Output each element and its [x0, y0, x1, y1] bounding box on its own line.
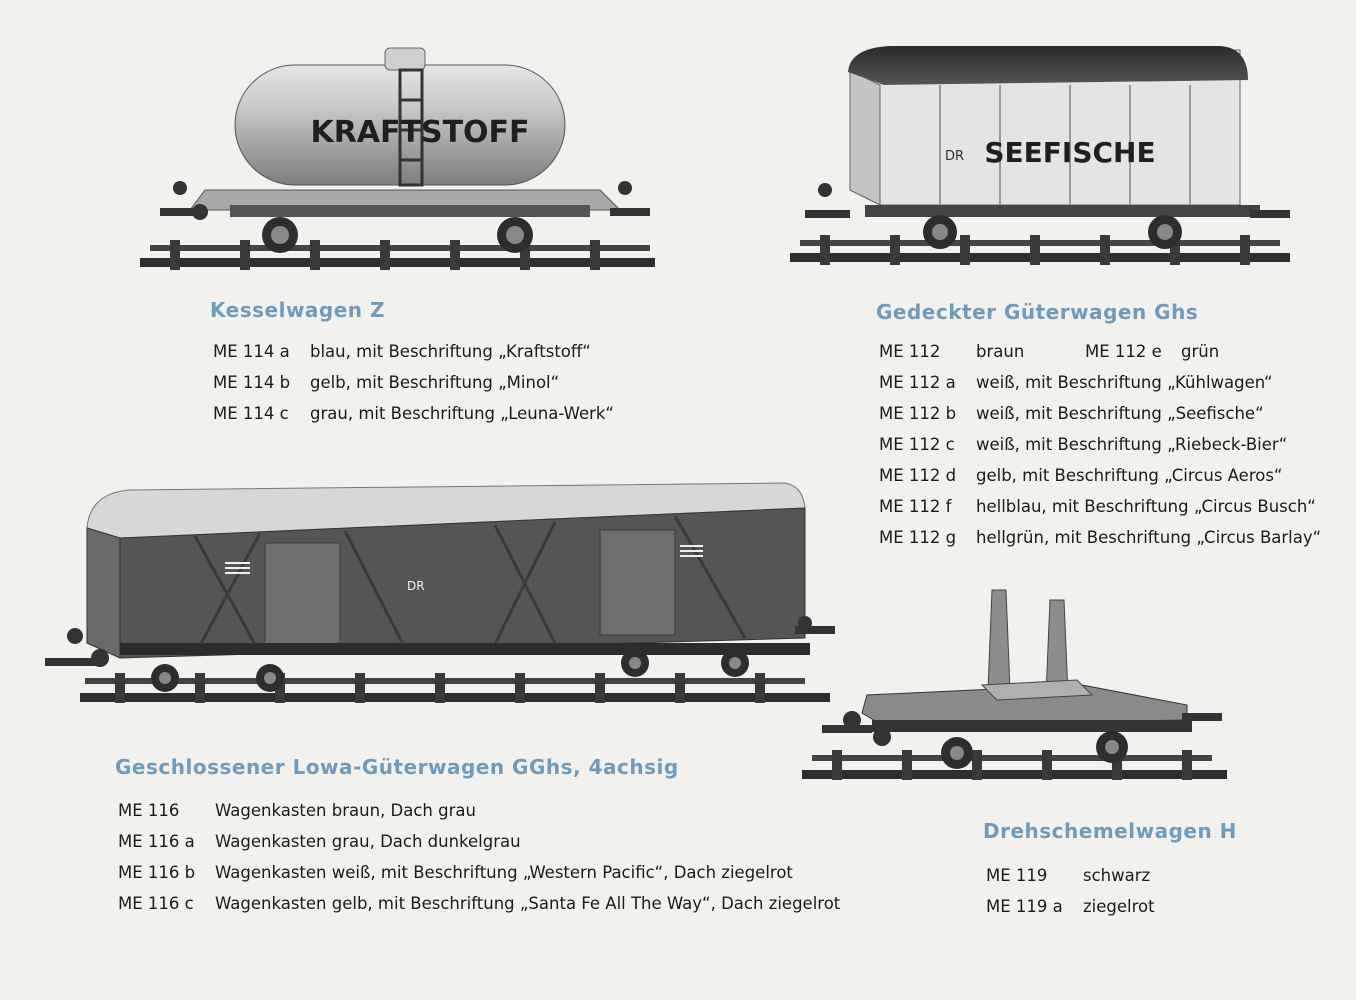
list-item — [879, 435, 1339, 466]
item-code: ME 119 — [986, 866, 1048, 885]
item-code: ME 119 a — [986, 897, 1063, 916]
item-desc: gelb, mit Beschriftung „Circus Aeros“ — [976, 466, 1283, 485]
item-desc: schwarz — [1083, 866, 1151, 885]
item-code: ME 116 c — [118, 894, 194, 913]
list-item — [879, 497, 1339, 528]
item-code: ME 112 f — [879, 497, 952, 516]
lowa-list — [118, 801, 878, 925]
item-desc: grün — [1181, 342, 1220, 361]
item-desc: gelb, mit Beschriftung „Minol“ — [310, 373, 560, 392]
item-code: ME 112 d — [879, 466, 957, 485]
item-code: ME 112 e — [1085, 342, 1162, 361]
item-code: ME 114 b — [213, 373, 291, 392]
item-desc: weiß, mit Beschriftung „Seefische“ — [976, 404, 1264, 423]
item-desc: Wagenkasten grau, Dach dunkelgrau — [215, 832, 521, 851]
list-item — [879, 404, 1339, 435]
item-code: ME 112 g — [879, 528, 957, 547]
item-code: ME 116 — [118, 801, 180, 820]
list-item — [986, 866, 1286, 897]
item-desc: hellblau, mit Beschriftung „Circus Busch“ — [976, 497, 1316, 516]
list-item — [118, 801, 878, 832]
lowa-title: Geschlossener Lowa-Güterwagen GGhs, 4achsig — [115, 755, 679, 779]
covered-wagon-marking: DR — [945, 149, 965, 164]
kesselwagen-list — [213, 342, 633, 435]
tank-lettering: KRAFTSTOFF — [310, 115, 530, 150]
list-item — [213, 342, 633, 373]
item-code: ME 114 a — [213, 342, 290, 361]
tank-wagon-image — [130, 40, 660, 285]
list-item — [213, 373, 633, 404]
lowa-wagon-marking: DR — [407, 579, 425, 593]
gedeckter-title: Gedeckter Güterwagen Ghs — [876, 300, 1199, 324]
item-desc: Wagenkasten braun, Dach grau — [215, 801, 476, 820]
list-item — [879, 528, 1339, 559]
bolster-wagon-image — [792, 585, 1227, 810]
item-desc: Wagenkasten gelb, mit Beschriftung „Santa Fe All The Way“, Dach ziegelrot — [215, 894, 841, 913]
item-code: ME 116 a — [118, 832, 195, 851]
covered-wagon-image — [780, 40, 1295, 275]
list-item — [879, 342, 1339, 373]
item-desc: weiß, mit Beschriftung „Riebeck-Bier“ — [976, 435, 1288, 454]
list-item — [118, 894, 878, 925]
item-desc: blau, mit Beschriftung „Kraftstoff“ — [310, 342, 591, 361]
item-code: ME 112 a — [879, 373, 956, 392]
list-item — [118, 832, 878, 863]
item-desc: braun — [976, 342, 1025, 361]
item-code: ME 112 — [879, 342, 941, 361]
list-item — [986, 897, 1286, 928]
item-code: ME 112 b — [879, 404, 957, 423]
kesselwagen-title: Kesselwagen Z — [210, 298, 385, 322]
list-item — [213, 404, 633, 435]
item-code: ME 116 b — [118, 863, 196, 882]
list-item — [118, 863, 878, 894]
item-desc: hellgrün, mit Beschriftung „Circus Barlay“ — [976, 528, 1322, 547]
list-item — [879, 466, 1339, 497]
lowa-wagon-image — [25, 468, 840, 723]
item-desc: Wagenkasten weiß, mit Beschriftung „Western Pacific“, Dach ziegelrot — [215, 863, 793, 882]
item-desc: weiß, mit Beschriftung „Kühlwagen“ — [976, 373, 1273, 392]
covered-wagon-lettering: SEEFISCHE — [984, 136, 1156, 169]
item-code: ME 112 c — [879, 435, 955, 454]
list-item — [879, 373, 1339, 404]
item-desc: ziegelrot — [1083, 897, 1155, 916]
gedeckter-list — [879, 342, 1339, 559]
item-desc: grau, mit Beschriftung „Leuna-Werk“ — [310, 404, 614, 423]
item-code: ME 114 c — [213, 404, 289, 423]
drehschemel-title: Drehschemelwagen H — [983, 819, 1237, 843]
drehschemel-list — [986, 866, 1286, 928]
